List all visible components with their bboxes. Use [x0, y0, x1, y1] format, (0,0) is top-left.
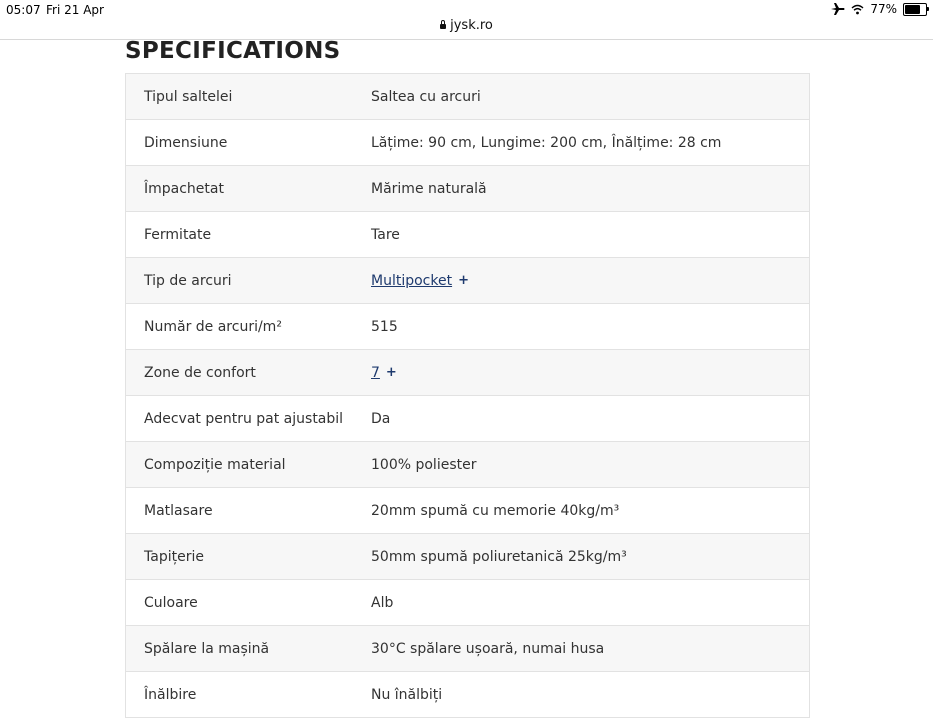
plus-icon[interactable]: + [385, 365, 397, 380]
spec-label: Dimensiune [144, 134, 228, 151]
spec-value: 20mm spumă cu memorie 40kg/m³ [371, 502, 620, 519]
table-row [126, 442, 809, 488]
page-title: SPECIFICATIONS [125, 38, 341, 64]
spec-value-cell [371, 549, 809, 565]
table-row [126, 396, 809, 442]
spec-value: 50mm spumă poliuretanică 25kg/m³ [371, 548, 627, 565]
spec-value: 100% poliester [371, 456, 477, 473]
spec-value-link[interactable]: 7 [371, 364, 380, 381]
status-time: 05:07 [6, 3, 41, 17]
spec-value: Alb [371, 594, 394, 611]
spec-label: Fermitate [144, 226, 212, 243]
spec-value-cell [371, 181, 809, 197]
spec-value-cell [371, 273, 809, 289]
spec-label: Împachetat [144, 180, 224, 197]
spec-value: Saltea cu arcuri [371, 88, 481, 105]
spec-label: Tip de arcuri [144, 272, 232, 289]
spec-value-cell [371, 641, 809, 657]
spec-label: Număr de arcuri/m² [144, 318, 282, 335]
table-row [126, 212, 809, 258]
spec-value-cell [371, 365, 809, 381]
spec-value-link[interactable]: Multipocket [371, 272, 453, 289]
spec-label: Tipul saltelei [144, 88, 233, 105]
spec-label: Tapițerie [144, 548, 204, 565]
spec-value-cell [371, 595, 809, 611]
table-row [126, 350, 809, 396]
spec-label: Zone de confort [144, 364, 256, 381]
address-bar[interactable] [0, 14, 933, 40]
spec-label: Înălbire [144, 686, 197, 703]
spec-value-cell [371, 319, 809, 335]
spec-value: 515 [371, 318, 398, 335]
battery-fill [905, 5, 920, 14]
table-row [126, 534, 809, 580]
spec-label: Culoare [144, 594, 198, 611]
table-row [126, 258, 809, 304]
spec-value-cell [371, 687, 809, 703]
plus-icon[interactable]: + [458, 273, 469, 288]
spec-value: 30°C spălare ușoară, numai husa [371, 640, 605, 657]
battery-percentage: 77% [870, 2, 897, 16]
status-date: Fri 21 Apr [46, 3, 104, 17]
spec-label: Spălare la mașină [144, 640, 270, 657]
table-row [126, 672, 809, 718]
spec-value-cell [371, 503, 809, 519]
spec-label: Matlasare [144, 502, 213, 519]
lock-icon [440, 24, 446, 29]
table-row [126, 166, 809, 212]
table-row [126, 74, 809, 120]
wifi-icon [851, 4, 864, 15]
spec-value: Nu înălbiți [371, 686, 443, 703]
table-row [126, 580, 809, 626]
url-text[interactable]: jysk.ro [450, 18, 493, 33]
spec-value: Mărime naturală [371, 180, 487, 197]
table-row [126, 304, 809, 350]
table-row [126, 488, 809, 534]
spec-value-cell [371, 457, 809, 473]
spec-value: Da [371, 410, 391, 427]
specifications-table [125, 73, 810, 718]
spec-label: Compoziție material [144, 456, 286, 473]
spec-value-cell [371, 411, 809, 427]
spec-label: Adecvat pentru pat ajustabil [144, 410, 344, 427]
spec-value: Lățime: 90 cm, Lungime: 200 cm, Înălțime: 28 cm [371, 134, 722, 151]
spec-value-cell [371, 135, 809, 151]
spec-value: Tare [371, 226, 400, 243]
spec-value-cell [371, 227, 809, 243]
table-row [126, 626, 809, 672]
spec-value-cell [371, 89, 809, 105]
table-row [126, 120, 809, 166]
